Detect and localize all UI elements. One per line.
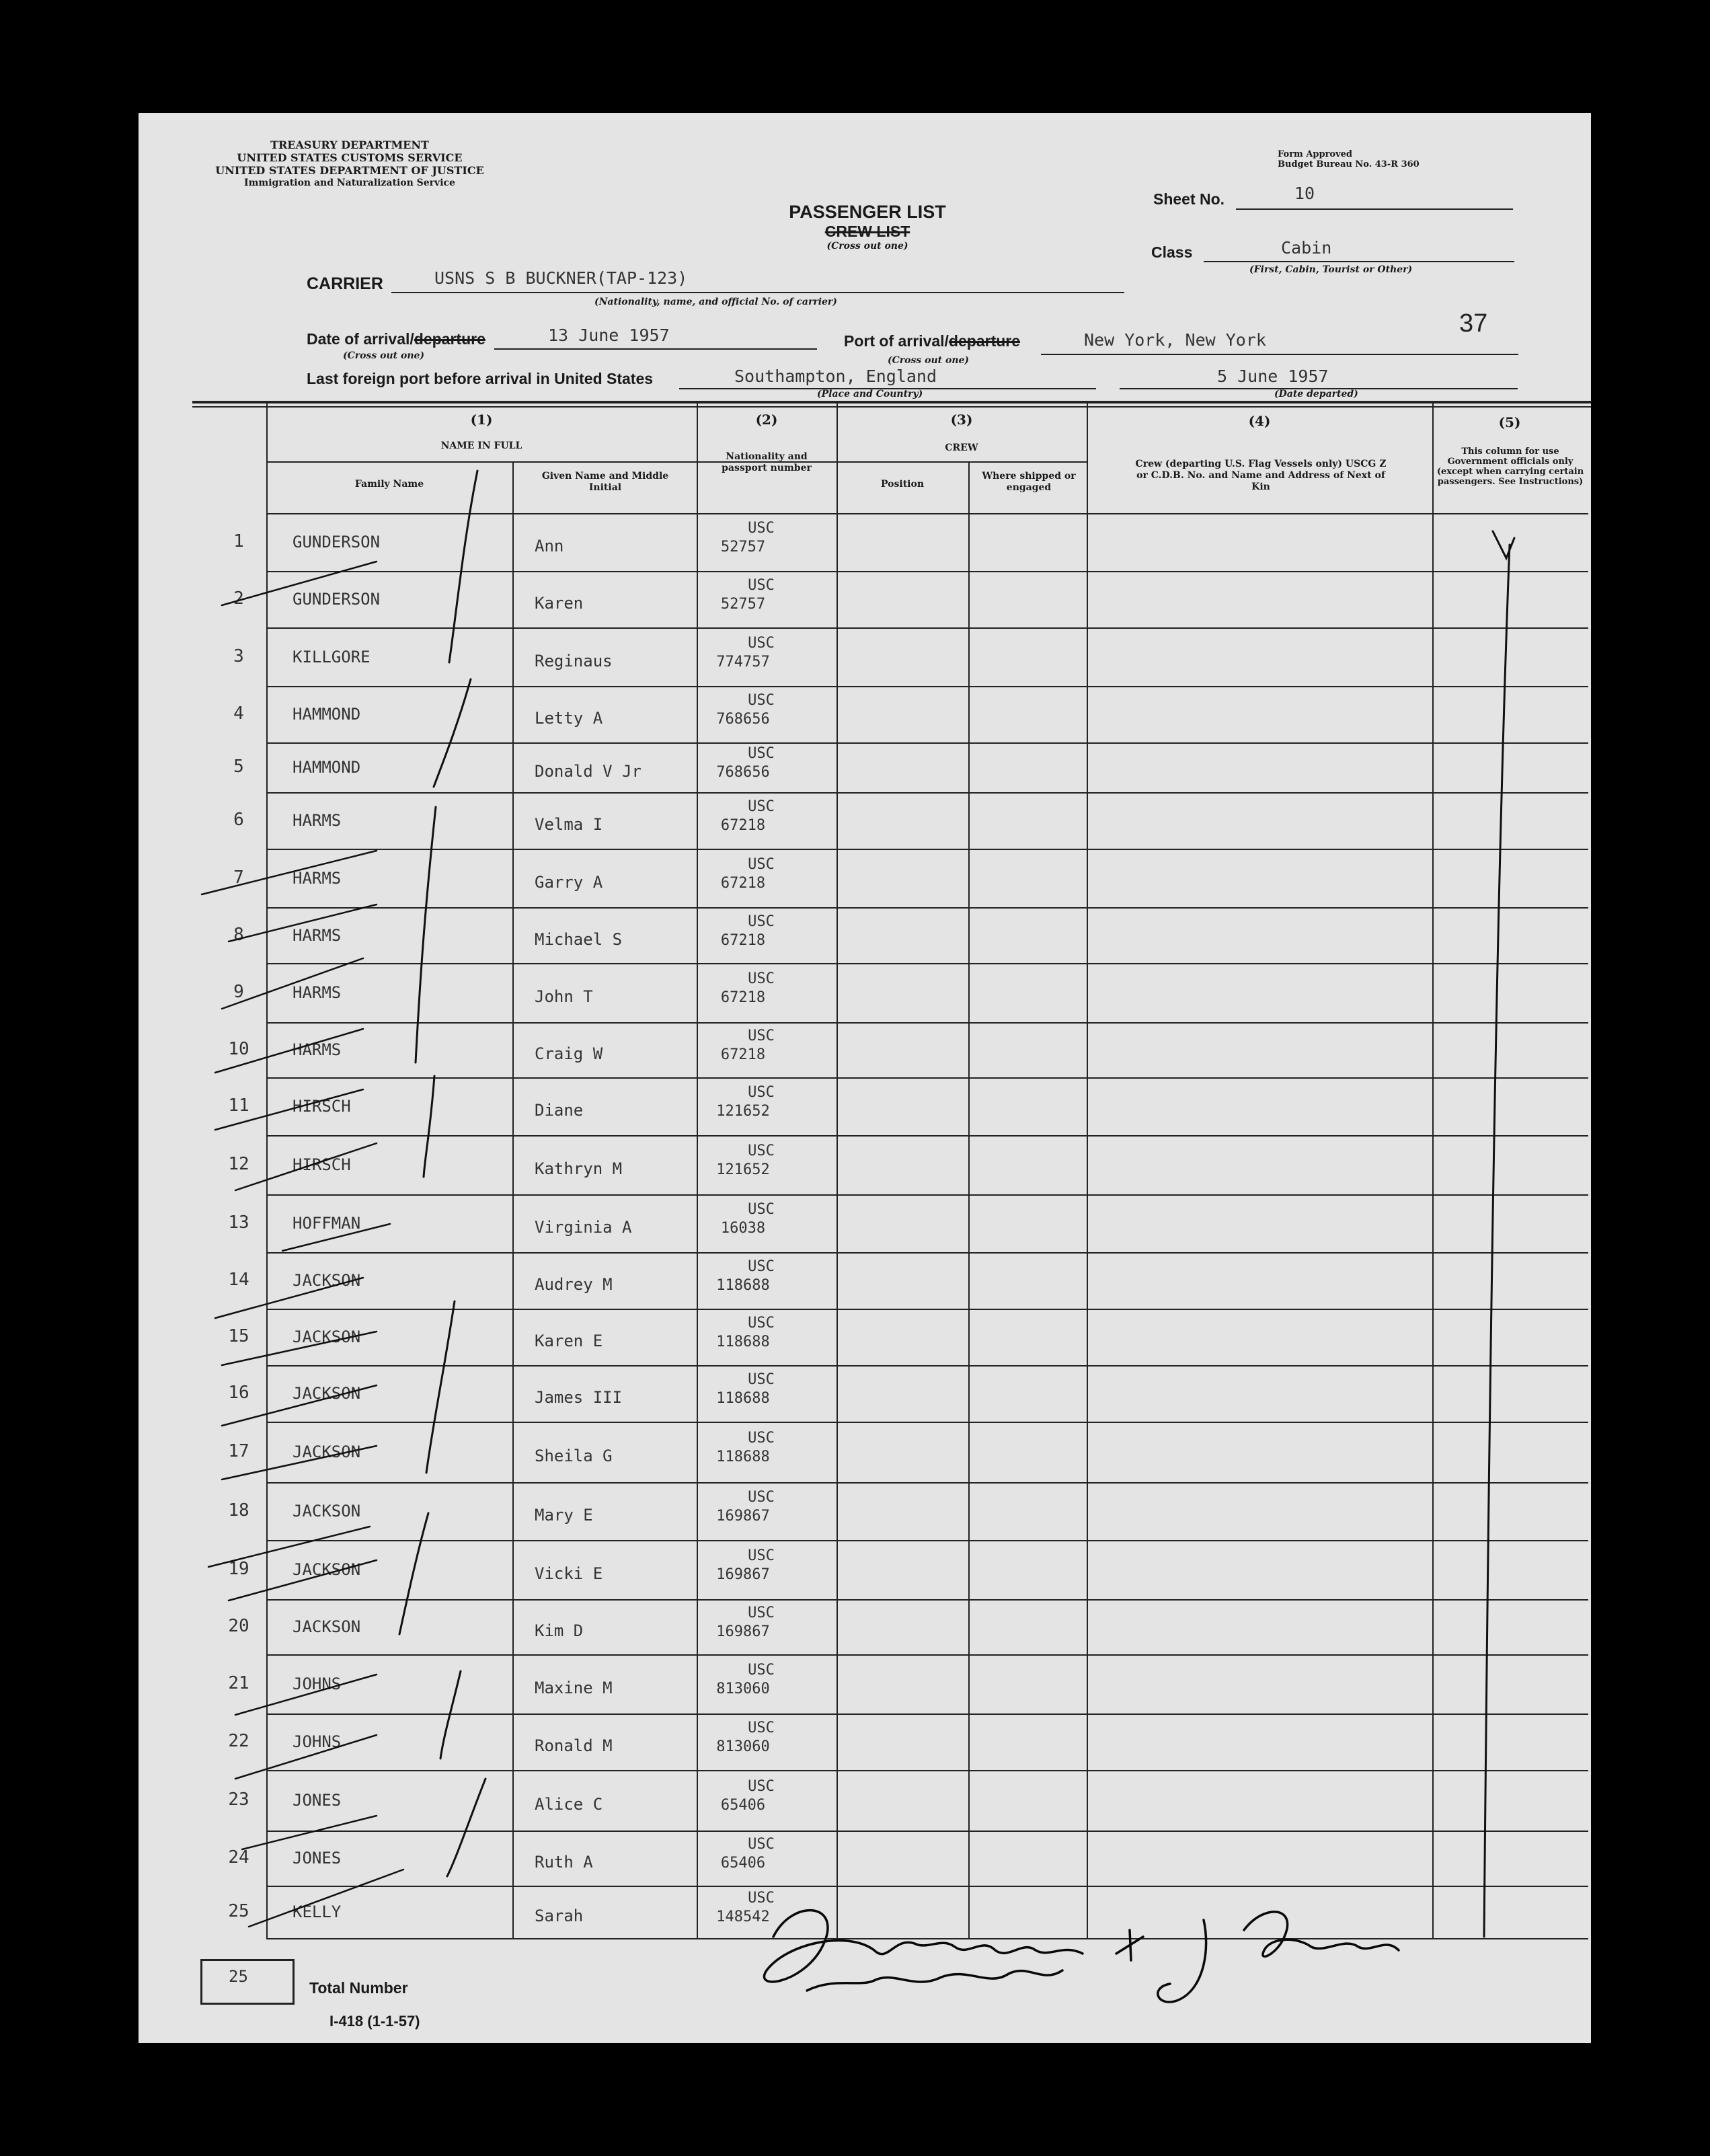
cross-stroke	[249, 1870, 403, 1927]
row-number: 14	[228, 1270, 249, 1290]
given-name: Garry A	[535, 872, 603, 892]
nationality: USC	[748, 1258, 775, 1275]
passport-number: 768656	[716, 764, 770, 781]
row-number: 16	[228, 1383, 249, 1403]
given-name: Virginia A	[535, 1218, 632, 1237]
passport-number: 16038	[720, 1220, 766, 1237]
nationality: USC	[748, 692, 775, 709]
nationality: USC	[748, 745, 775, 762]
cross-stroke	[215, 1029, 363, 1073]
row-number: 10	[228, 1039, 249, 1059]
family-name: GUNDERSON	[293, 590, 381, 609]
tick-mark	[426, 1301, 455, 1473]
agency-line: UNITED STATES DEPARTMENT OF JUSTICE	[215, 164, 484, 177]
family-name: GUNDERSON	[293, 533, 381, 551]
col2-title: Nationality and passport number	[722, 451, 812, 473]
date-label: Date of arrival/	[307, 330, 414, 348]
tick-mark	[440, 1671, 461, 1759]
nationality: USC	[748, 520, 775, 537]
col5-number: (5)	[1498, 414, 1521, 430]
nationality: USC	[748, 1028, 775, 1044]
row-number: 4	[233, 703, 244, 724]
last-port-note: (Place and Country)	[817, 389, 923, 399]
tick-mark	[399, 1513, 428, 1634]
cross-stroke	[222, 1385, 377, 1426]
row-number: 21	[228, 1673, 249, 1693]
total-value: 25	[229, 1967, 248, 1986]
passport-number: 169867	[716, 1566, 770, 1583]
class-label: Class	[1151, 243, 1193, 261]
col2-number: (2)	[755, 412, 778, 428]
row-number: 5	[233, 757, 244, 777]
given-name: Maxine M	[535, 1679, 613, 1697]
family-name: HAMMOND	[293, 758, 361, 777]
row-number: 11	[228, 1095, 249, 1116]
nationality: USC	[748, 1430, 775, 1447]
last-port-value: Southampton, England	[734, 367, 937, 386]
family-name: JOHNS	[293, 1732, 342, 1751]
date-value: 13 June 1957	[548, 325, 670, 345]
family-name: HAMMOND	[293, 705, 361, 724]
cross-stroke	[229, 904, 377, 941]
family-name: JACKSON	[293, 1617, 361, 1636]
nationality: USC	[748, 577, 775, 594]
row-number: 23	[228, 1789, 249, 1810]
cross-stroke	[229, 1560, 377, 1601]
class-note: (First, Cabin, Tourist or Other)	[1249, 264, 1413, 275]
family-name: HARMS	[293, 811, 342, 830]
nationality: USC	[748, 1371, 775, 1388]
total-label: Total Number	[309, 1979, 408, 1997]
passport-number: 774757	[716, 653, 770, 670]
nationality: USC	[748, 1143, 775, 1159]
port-label-crossed: departure	[948, 332, 1021, 350]
row-number: 15	[228, 1326, 249, 1346]
cross-stroke	[215, 1089, 363, 1130]
family-name: JACKSON	[293, 1271, 361, 1290]
nationality: USC	[748, 1720, 775, 1736]
agency-line: Immigration and Naturalization Service	[244, 178, 455, 188]
sheet-value: 10	[1294, 184, 1315, 203]
date-label-crossed: departure	[414, 330, 485, 348]
crossed-title: CREW LIST	[824, 223, 910, 240]
nationality: USC	[748, 1605, 775, 1621]
nationality: USC	[748, 1778, 775, 1795]
given-name: Letty A	[535, 709, 603, 728]
row-number: 22	[228, 1731, 249, 1751]
family-name: KELLY	[293, 1902, 342, 1921]
given-name: Mary E	[535, 1506, 593, 1525]
carrier-note: (Nationality, name, and official No. of carrier)	[594, 297, 837, 307]
cross-stroke	[235, 1674, 377, 1715]
passport-number: 169867	[716, 1623, 770, 1640]
col1-title: NAME IN FULL	[440, 440, 522, 451]
budget-bureau-line: Budget Bureau No. 43-R 360	[1278, 159, 1420, 169]
position-header: Position	[881, 479, 924, 490]
nationality: USC	[748, 1662, 775, 1679]
nationality: USC	[748, 1084, 775, 1101]
given-name: Kathryn M	[535, 1159, 623, 1178]
passport-number: 65406	[720, 1855, 766, 1872]
nationality: USC	[748, 798, 775, 815]
passport-number: 813060	[716, 1738, 770, 1755]
check-mark	[1493, 531, 1514, 558]
row-number: 25	[228, 1901, 249, 1921]
passport-number: 813060	[716, 1681, 770, 1697]
family-name: HARMS	[293, 1040, 342, 1059]
passport-number: 169867	[716, 1508, 770, 1525]
given-name: Craig W	[535, 1044, 603, 1063]
family-name: HOFFMAN	[293, 1214, 361, 1233]
given-name: Michael S	[535, 929, 623, 949]
given-name: Ann	[535, 537, 564, 555]
form-approved-line: Form Approved	[1278, 149, 1353, 159]
passport-number: 65406	[720, 1797, 766, 1814]
last-port-label: Last foreign port before arrival in United States	[307, 370, 654, 387]
given-name: Kim D	[535, 1621, 584, 1640]
passport-number: 121652	[716, 1103, 770, 1120]
official-signature	[764, 1911, 1399, 2002]
family-name: HIRSCH	[293, 1155, 351, 1174]
col4-title: Crew (departing U.S. Flag Vessels only) USCG Z or C.D.B. No. and Name and Address of Next of Kin	[1135, 459, 1387, 492]
col4-number: (4)	[1248, 413, 1271, 429]
passport-number: 118688	[716, 1334, 770, 1350]
cross-stroke	[202, 851, 377, 894]
cross-stroke	[242, 1816, 377, 1849]
cross-stroke	[208, 1527, 370, 1567]
given-name: John T	[535, 987, 593, 1006]
given-name: Diane	[535, 1101, 584, 1120]
cross-stroke	[222, 1332, 377, 1365]
row-number: 8	[233, 924, 244, 945]
cross-stroke	[282, 1224, 390, 1251]
col3-title: CREW	[945, 442, 978, 453]
col1-number: (1)	[470, 412, 493, 428]
passport-number: 67218	[720, 1046, 766, 1063]
title-note: (Cross out one)	[826, 241, 908, 252]
passport-number: 67218	[720, 989, 766, 1006]
nationality: USC	[748, 1547, 775, 1564]
given-name: Ronald M	[535, 1736, 613, 1755]
family-name: JACKSON	[293, 1502, 361, 1520]
passport-number: 768656	[716, 711, 770, 728]
given-name: Ruth A	[535, 1853, 593, 1872]
col5-title: This column for use Government officials only (except when carrying certain passengers. See Instructions)	[1436, 447, 1584, 487]
passport-number: 121652	[716, 1161, 770, 1178]
nationality: USC	[748, 1315, 775, 1332]
family-name: JONES	[293, 1849, 342, 1868]
nationality: USC	[748, 1489, 775, 1506]
given-name: Reginaus	[535, 651, 613, 670]
departed-value: 5 June 1957	[1217, 367, 1329, 386]
family-name: JACKSON	[293, 1560, 361, 1579]
nationality: USC	[748, 1201, 775, 1218]
nationality: USC	[748, 634, 775, 652]
passport-number: 148542	[716, 1909, 770, 1925]
cross-stroke	[222, 562, 377, 605]
class-value: Cabin	[1281, 238, 1332, 258]
family-name: HARMS	[293, 868, 342, 888]
given-name: Audrey M	[535, 1275, 613, 1294]
tick-mark	[447, 1779, 485, 1876]
page-number: 37	[1459, 309, 1488, 338]
given-name: Vicki E	[535, 1564, 603, 1583]
shipped-header: Where shipped or engaged	[982, 471, 1076, 493]
nationality: USC	[748, 1890, 775, 1907]
passport-number: 67218	[720, 817, 766, 834]
carrier-value: USNS S B BUCKNER(TAP-123)	[434, 268, 688, 288]
agency-line: UNITED STATES CUSTOMS SERVICE	[237, 151, 463, 164]
family-name: JACKSON	[293, 1442, 361, 1461]
sheet-label: Sheet No.	[1153, 190, 1225, 208]
row-number: 20	[228, 1616, 249, 1636]
family-name: JACKSON	[293, 1384, 361, 1403]
given-name: Karen E	[535, 1332, 603, 1350]
row-number: 9	[233, 982, 244, 1002]
cross-stroke	[235, 1735, 377, 1779]
tick-mark	[424, 1076, 434, 1177]
given-name: James III	[535, 1388, 623, 1407]
nationality: USC	[748, 913, 775, 930]
row-number: 6	[233, 810, 244, 830]
gov-column-line	[1484, 545, 1510, 1937]
agency-line: TREASURY DEPARTMENT	[270, 139, 429, 151]
row-number: 7	[233, 867, 244, 888]
family-name: JOHNS	[293, 1674, 342, 1693]
tick-mark	[416, 807, 436, 1063]
departed-note: (Date departed)	[1274, 389, 1358, 399]
passport-number: 118688	[716, 1449, 770, 1465]
family-name: HARMS	[293, 925, 342, 945]
row-number: 12	[228, 1154, 249, 1174]
row-number: 2	[233, 588, 244, 609]
cross-stroke	[222, 958, 363, 1009]
row-number: 1	[233, 531, 244, 551]
col3-number: (3)	[950, 412, 973, 428]
family-name: JONES	[293, 1791, 342, 1810]
family-name-header: Family Name	[354, 479, 424, 490]
passport-number: 67218	[720, 874, 766, 892]
row-number: 3	[233, 646, 244, 666]
family-name: JACKSON	[293, 1327, 361, 1346]
nationality: USC	[748, 855, 775, 873]
row-number: 19	[228, 1559, 249, 1579]
form-number: I-418 (1-1-57)	[329, 2013, 420, 2030]
port-note: (Cross out one)	[888, 355, 970, 366]
tick-mark	[449, 471, 477, 662]
family-name: HARMS	[293, 983, 342, 1002]
passport-number: 118688	[716, 1390, 770, 1407]
family-name: HIRSCH	[293, 1097, 351, 1116]
given-name: Velma I	[535, 815, 603, 834]
row-number: 13	[228, 1212, 249, 1233]
port-value: New York, New York	[1084, 330, 1266, 350]
row-number: 17	[228, 1441, 249, 1461]
family-name: KILLGORE	[293, 647, 371, 666]
passport-number: 52757	[720, 539, 766, 555]
tick-mark	[434, 679, 471, 787]
page-title: PASSENGER LIST	[789, 202, 946, 222]
given-name: Sheila G	[535, 1447, 613, 1465]
date-note: (Cross out one)	[343, 350, 425, 361]
row-number: 24	[228, 1847, 249, 1868]
port-label: Port of arrival/	[844, 332, 949, 350]
cross-stroke	[235, 1143, 377, 1190]
passport-number: 67218	[720, 931, 766, 949]
row-number: 18	[228, 1500, 249, 1520]
carrier-label: CARRIER	[307, 274, 383, 293]
passport-number: 118688	[716, 1277, 770, 1294]
nationality: USC	[748, 1836, 775, 1853]
given-name-header: Given Name and Middle Initial	[541, 471, 669, 493]
given-name: Alice C	[535, 1795, 603, 1814]
given-name: Donald V Jr	[535, 762, 642, 781]
given-name: Karen	[535, 594, 584, 613]
cross-stroke	[222, 1446, 377, 1479]
nationality: USC	[748, 970, 775, 987]
cross-stroke	[215, 1278, 363, 1318]
passport-number: 52757	[720, 596, 766, 613]
given-name: Sarah	[535, 1907, 584, 1925]
